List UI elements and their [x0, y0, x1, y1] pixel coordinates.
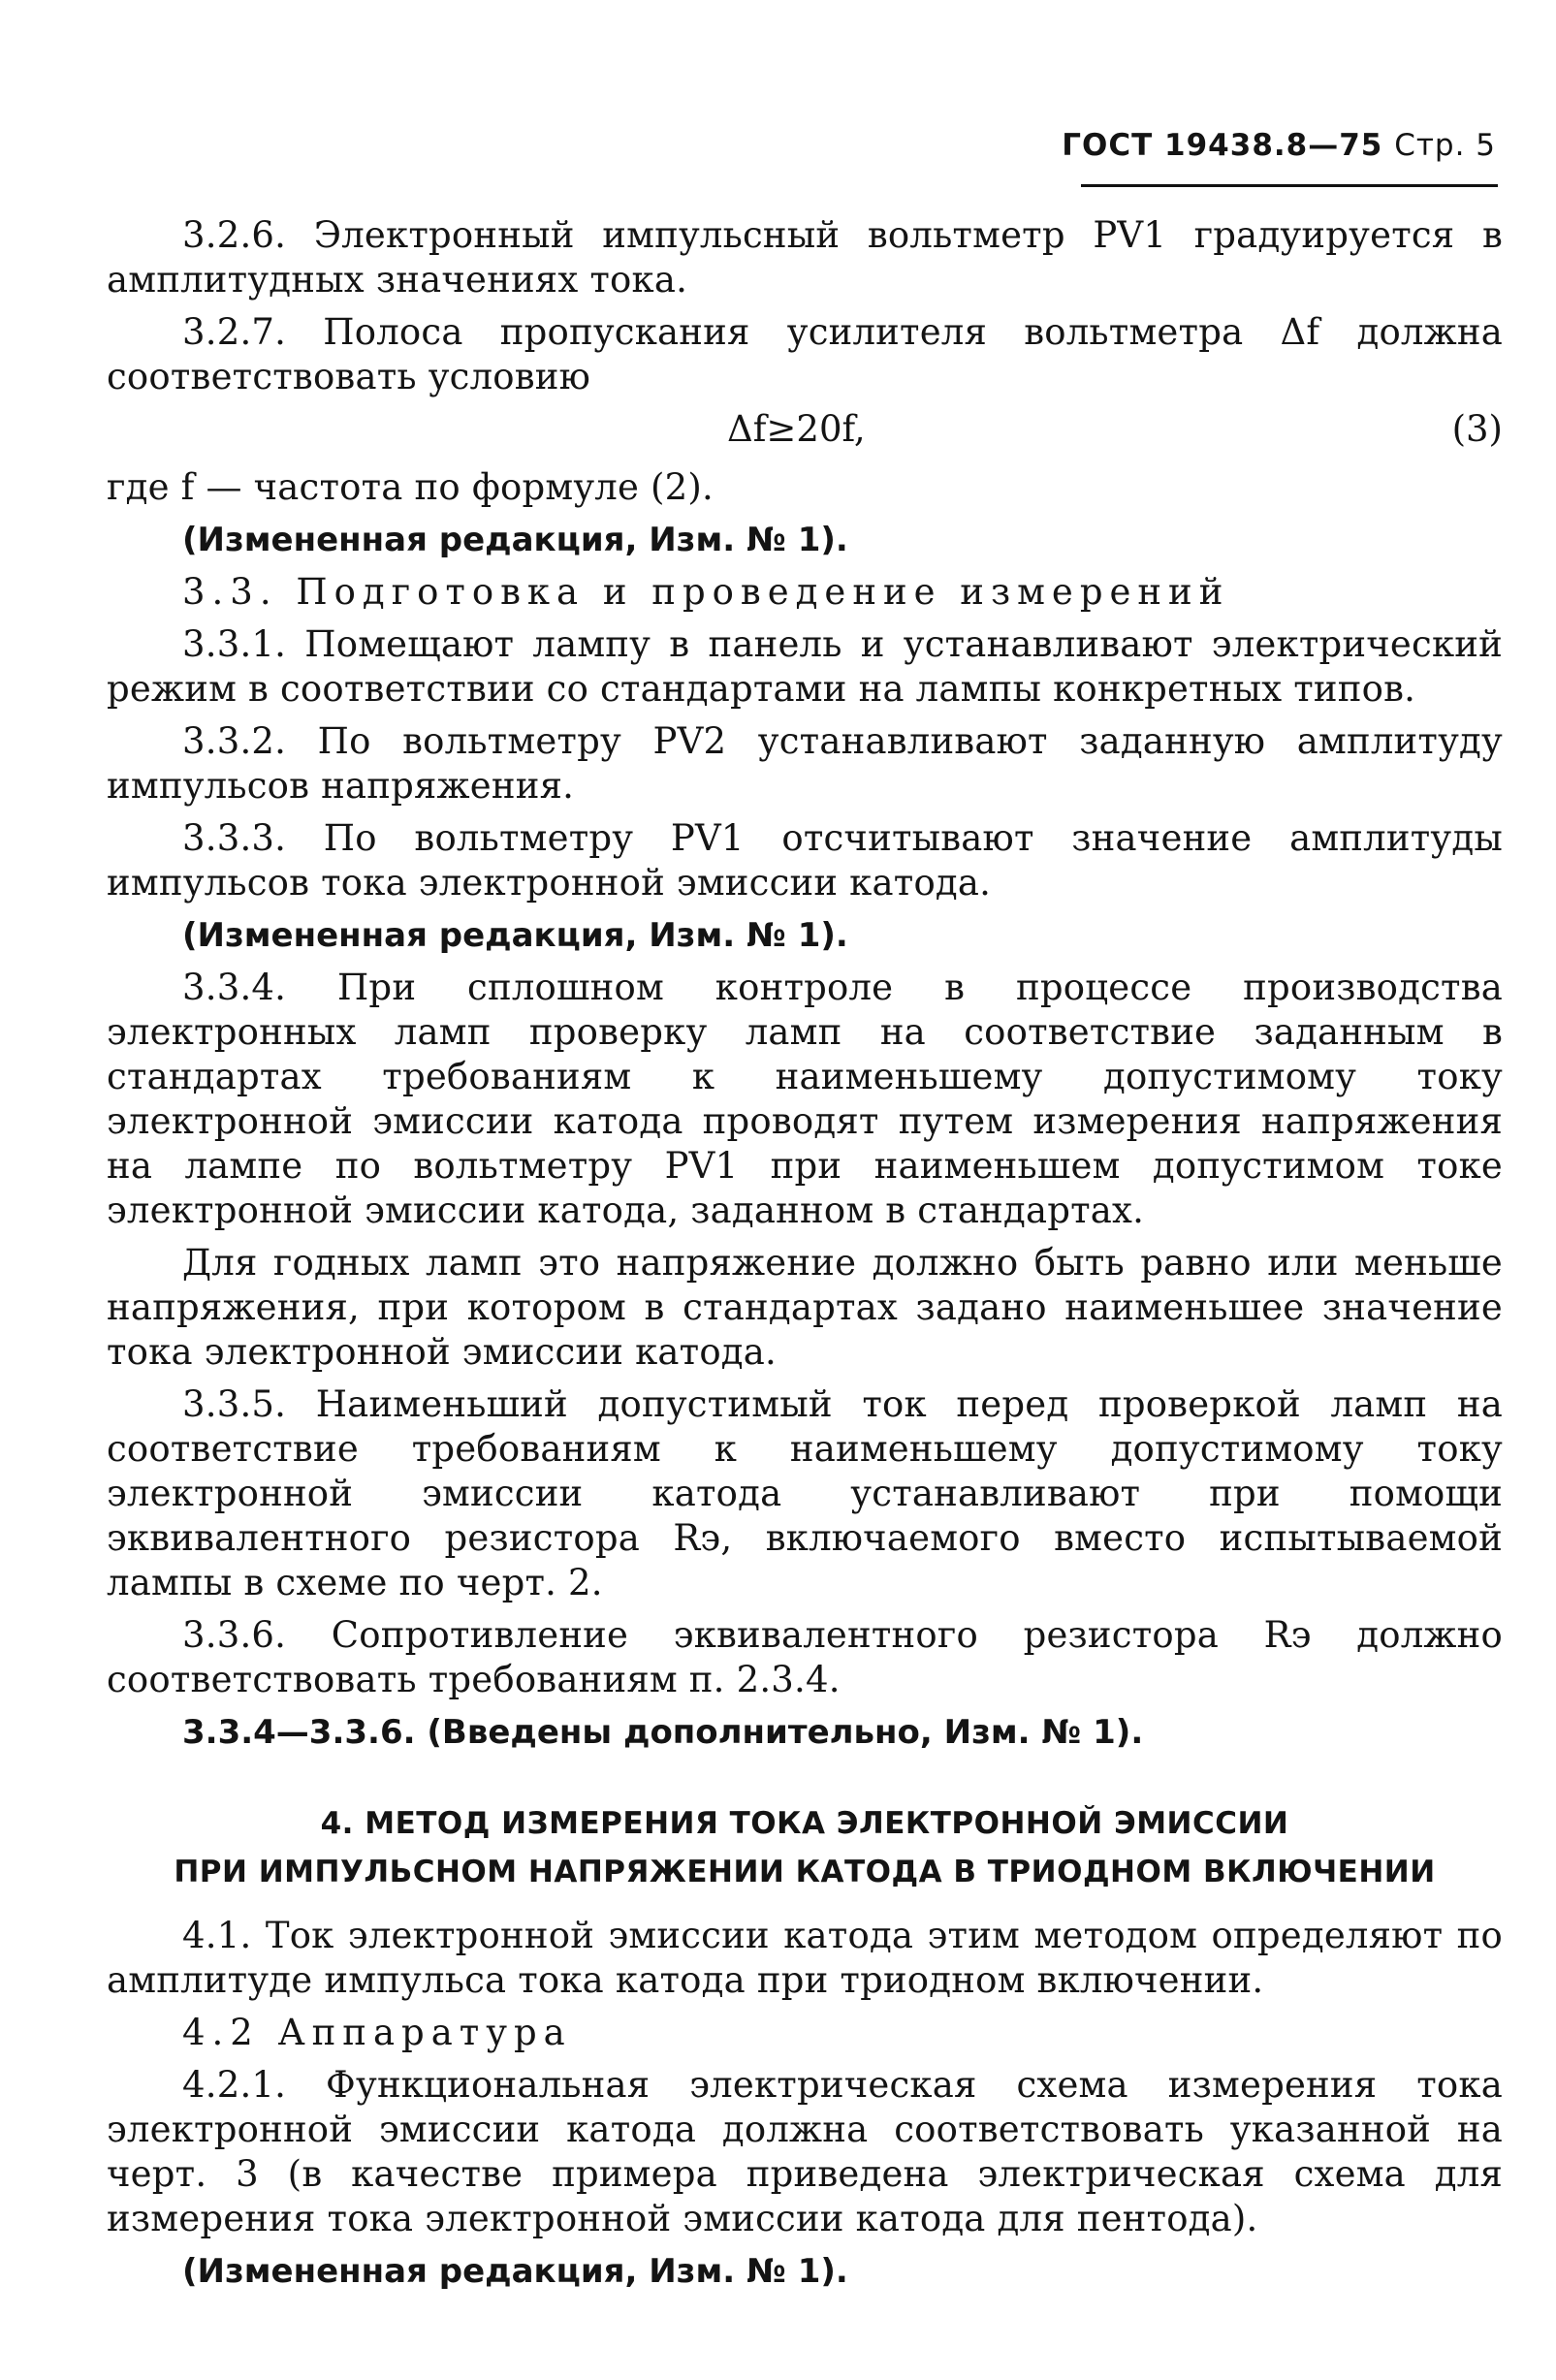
formula-expression: Δf≥20f,: [727, 408, 866, 450]
edit-note-3: (Измененная редакция, Изм. № 1).: [182, 2252, 848, 2291]
paragraph-3-2-7: 3.2.7. Полоса пропускания усилителя вольтметра Δf должна соответствовать условию: [107, 311, 1503, 397]
section-4-2-title: 4.2 Аппаратура: [182, 2012, 572, 2053]
page-header: [1062, 128, 1496, 163]
header-rule: [1081, 184, 1498, 187]
page-number: Стр. 5: [1394, 128, 1496, 163]
formula-3: [107, 407, 1503, 458]
paragraph-3-2-6: 3.2.6. Электронный импульсный вольтметр PV1 градуируется в амплитудных значениях тока.: [107, 214, 1503, 301]
document-body: [107, 213, 1503, 2301]
paragraph-3-3-6: 3.3.6. Сопротивление эквивалентного резистора Rэ должно соответствовать требованиям п. 2.3.4.: [107, 1614, 1503, 1700]
doc-id: ГОСТ 19438.8—75: [1062, 128, 1383, 163]
paragraph-3-3-4-cont: Для годных ламп это напряжение должно быть равно или меньше напряжения, при котором в стандартах задано наименьшее значение тока электронной эмиссии катода.: [107, 1242, 1503, 1373]
paragraph-3-3-2: 3.3.2. По вольтметру PV2 устанавливают заданную амплитуду импульсов напряжения.: [107, 720, 1503, 807]
edit-note-1: (Измененная редакция, Изм. № 1).: [182, 521, 848, 559]
formula-where: где f — частота по формуле (2).: [107, 466, 714, 508]
paragraph-4-1: 4.1. Ток электронной эмиссии катода этим методом определяют по амплитуде импульса тока катода при триодном включении.: [107, 1915, 1503, 2001]
introduced-note: 3.3.4—3.3.6. (Введены дополнительно, Изм. № 1).: [182, 1713, 1144, 1752]
section-4-title-line-1: 4. МЕТОД ИЗМЕРЕНИЯ ТОКА ЭЛЕКТРОННОЙ ЭМИССИИ: [320, 1806, 1289, 1841]
paragraph-3-3-3: 3.3.3. По вольтметру PV1 отсчитывают значение амплитуды импульсов тока электронной эмиссии катода.: [107, 817, 1503, 904]
paragraph-3-3-5: 3.3.5. Наименьший допустимый ток перед проверкой ламп на соответствие требованиям к наименьшему допустимому току электронной эмиссии катода устанавливают при помощи эквивалентного резистора Rэ, включаемого вместо испытываемой лампы в схеме по черт. 2.: [107, 1383, 1503, 1603]
section-4-title-line-2: ПРИ ИМПУЛЬСНОМ НАПРЯЖЕНИИ КАТОДА В ТРИОДНОМ ВКЛЮЧЕНИИ: [174, 1855, 1436, 1889]
section-3-3-title: 3.3. Подготовка и проведение измерений: [182, 571, 1230, 613]
section-4-title: [107, 1799, 1503, 1896]
formula-number: (3): [1451, 408, 1503, 450]
paragraph-3-3-4: 3.3.4. При сплошном контроле в процессе производства электронных ламп проверку ламп на соответствие заданным в стандартах требованиям к наименьшему допустимому току электронной эмиссии катода проводят путем измерения напряжения на лампе по вольтметру PV1 при наименьшем допустимом токе электронной эмиссии катода, заданном в стандартах.: [107, 967, 1503, 1231]
paragraph-3-3-1: 3.3.1. Помещают лампу в панель и устанавливают электрический режим в соответствии со стандартами на лампы конкретных типов.: [107, 623, 1503, 710]
edit-note-2: (Измененная редакция, Изм. № 1).: [182, 916, 848, 955]
paragraph-4-2-1: 4.2.1. Функциональная электрическая схема измерения тока электронной эмиссии катода должна соответствовать указанной на черт. 3 (в качестве примера приведена электрическая схема для измерения тока электронной эмиссии катода для пентода).: [107, 2064, 1503, 2239]
